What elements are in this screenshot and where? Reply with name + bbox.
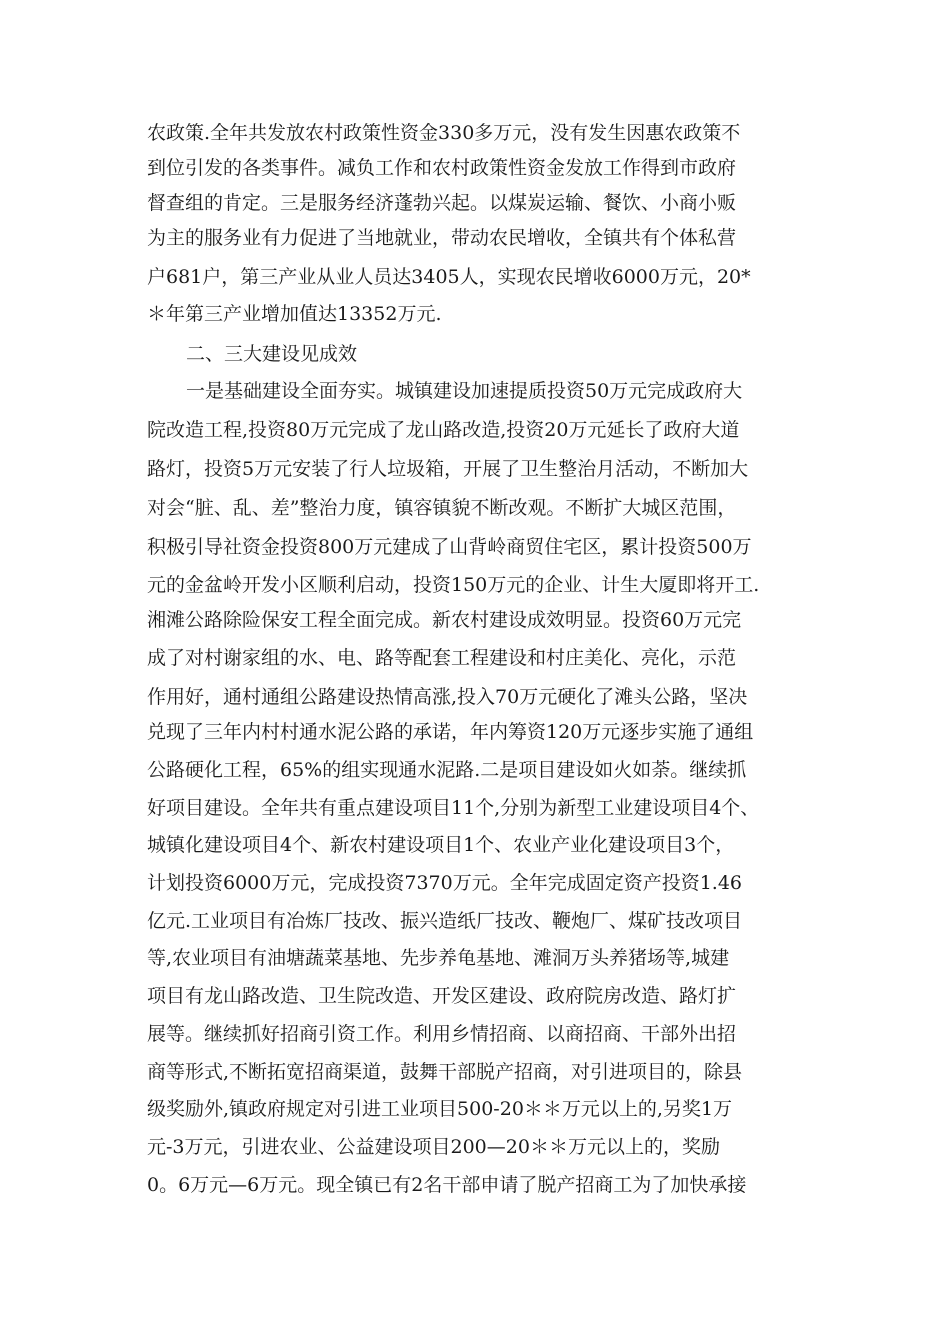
paragraph-line: 元-3万元，引进农业、公益建设项目200—20＊＊万元以上的，奖励: [147, 1136, 720, 1158]
paragraph-line: 为主的服务业有力促进了当地就业，带动农民增收，全镇共有个体私营: [147, 227, 737, 249]
section-heading: 二、三大建设见成效: [186, 343, 358, 365]
paragraph-line: 商等形式,不断拓宽招商渠道，鼓舞干部脱产招商，对引进项目的，除县: [147, 1061, 743, 1083]
paragraph-line: 督查组的肯定。三是服务经济蓬勃兴起。以煤炭运输、餐饮、小商小贩: [147, 192, 737, 214]
paragraph-line: 对会“脏、乱、差”整治力度，镇容镇貌不断改观。不断扩大城区范围，: [147, 497, 737, 519]
paragraph-line: 0。6万元—6万元。现全镇已有2名干部申请了脱产招商工为了加快承接: [147, 1174, 747, 1196]
paragraph-line: 等,农业项目有油塘蔬菜基地、先步养龟基地、滩洞万头养猪场等,城建: [147, 947, 730, 969]
paragraph-line: 积极引导社资金投资800万元建成了山背岭商贸住宅区，累计投资500万: [147, 536, 752, 558]
paragraph-line: 户681户，第三产业从业人员达3405人，实现农民增收6000万元，20*: [147, 266, 751, 288]
paragraph-line: 项目有龙山路改造、卫生院改造、开发区建设、政府院房改造、路灯扩: [147, 985, 737, 1007]
paragraph-line: 一是基础建设全面夯实。城镇建设加速提质投资50万元完成政府大: [186, 380, 743, 402]
paragraph-line: 兑现了三年内村村通水泥公路的承诺，年内筹资120万元逐步实施了通组: [147, 721, 754, 743]
paragraph-line: 作用好，通村通组公路建设热情高涨,投入70万元硬化了滩头公路，坚决: [147, 686, 748, 708]
paragraph-line: 级奖励外,镇政府规定对引进工业项目500-20＊＊万元以上的,另奖1万: [147, 1098, 733, 1120]
paragraph-line: 城镇化建设项目4个、新农村建设项目1个、农业产业化建设项目3个，: [147, 834, 735, 856]
paragraph-line: ＊年第三产业增加值达13352万元.: [147, 303, 442, 325]
paragraph-line: 路灯，投资5万元安装了行人垃圾箱，开展了卫生整治月活动，不断加大: [147, 458, 749, 480]
paragraph-line: 展等。继续抓好招商引资工作。利用乡情招商、以商招商、干部外出招: [147, 1023, 737, 1045]
paragraph-line: 亿元.工业项目有冶炼厂技改、振兴造纸厂技改、鞭炮厂、煤矿技改项目: [147, 910, 743, 932]
paragraph-line: 湘滩公路除险保安工程全面完成。新农村建设成效明显。投资60万元完: [147, 609, 742, 631]
paragraph-line: 公路硬化工程，65%的组实现通水泥路.二是项目建设如火如荼。继续抓: [147, 759, 747, 781]
paragraph-line: 元的金盆岭开发小区顺利启动，投资150万元的企业、计生大厦即将开工.: [147, 574, 760, 596]
paragraph-line: 好项目建设。全年共有重点建设项目11个,分别为新型工业建设项目4个、: [147, 797, 760, 819]
paragraph-line: 计划投资6000万元，完成投资7370万元。全年完成固定资产投资1.46: [147, 872, 743, 894]
paragraph-line: 到位引发的各类事件。减负工作和农村政策性资金发放工作得到市政府: [147, 157, 737, 179]
paragraph-line: 成了对村谢家组的水、电、路等配套工程建设和村庄美化、亮化，示范: [147, 647, 737, 669]
paragraph-line: 院改造工程,投资80万元完成了龙山路改造,投资20万元延长了政府大道: [147, 419, 740, 441]
paragraph-line: 农政策.全年共发放农村政策性资金330多万元，没有发生因惠农政策不: [147, 122, 741, 144]
